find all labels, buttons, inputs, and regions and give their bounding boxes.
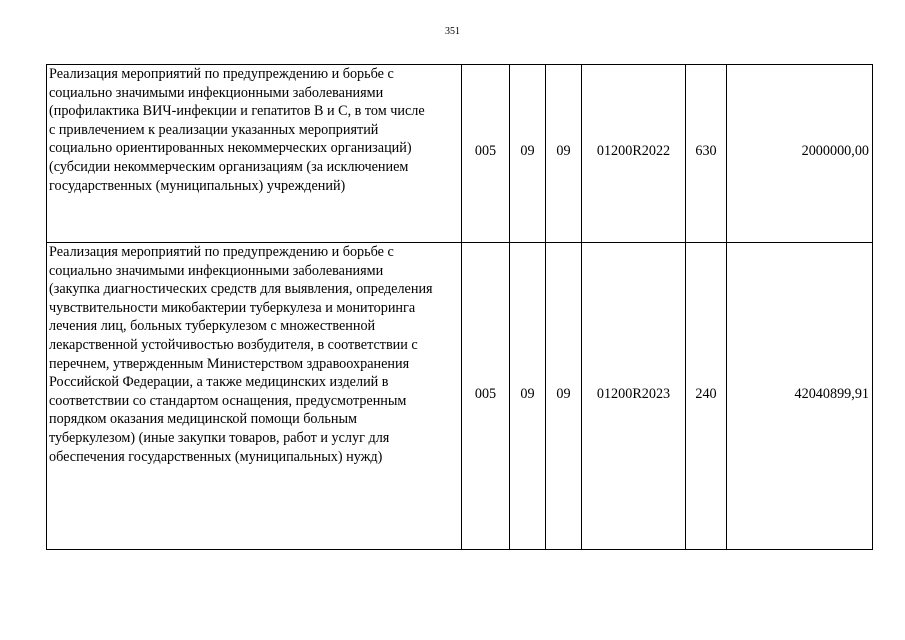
target-article-code: 01200R2022 <box>596 143 671 160</box>
description-line: порядком оказания медицинской помощи больным <box>49 411 357 428</box>
amount-value: 2000000,00 <box>801 143 869 160</box>
section-code: 09 <box>520 385 535 402</box>
description-line: лечения лиц, больных туберкулезом с множественной <box>49 318 376 335</box>
expense-type-code: 240 <box>695 385 717 402</box>
description-line: с привлечением к реализации указанных мероприятий <box>49 121 379 138</box>
table-row <box>47 65 873 243</box>
description-line: Реализация мероприятий по предупреждению и борьбе с <box>49 66 394 82</box>
amount-cell <box>727 65 873 243</box>
subsection-code: 09 <box>556 385 571 402</box>
ministry-code-cell <box>462 65 510 243</box>
page-number: 351 <box>445 26 460 37</box>
budget-table <box>46 64 873 550</box>
target-article-cell <box>582 65 686 243</box>
expense-type-cell <box>686 243 727 550</box>
table-row <box>47 243 873 550</box>
description-line: государственных (муниципальных) учреждений) <box>49 177 346 194</box>
description-line: (профилактика ВИЧ-инфекции и гепатитов В и С, в том числе <box>49 103 425 120</box>
target-article-cell <box>582 243 686 550</box>
ministry-code: 005 <box>474 143 497 160</box>
description-line: обеспечения государственных (муниципальных) нужд) <box>49 448 383 465</box>
subsection-code: 09 <box>556 143 571 160</box>
description-line: социально значимыми инфекционными заболеваниями <box>49 262 384 279</box>
description-line: Российской Федерации, а также медицинских изделий в <box>49 374 389 391</box>
description-line: социально ориентированных некоммерческих организаций) <box>49 140 412 157</box>
section-code: 09 <box>520 143 535 160</box>
description-cell <box>47 65 462 243</box>
description-line: социально значимыми инфекционными заболеваниями <box>49 84 384 101</box>
description-line: туберкулезом) (иные закупки товаров, работ и услуг для <box>49 429 390 446</box>
amount-cell <box>727 243 873 550</box>
subsection-code-cell <box>546 243 582 550</box>
expense-type-cell <box>686 65 727 243</box>
target-article-code: 01200R2023 <box>596 385 671 402</box>
ministry-code-cell <box>462 243 510 550</box>
subsection-code-cell <box>546 65 582 243</box>
ministry-code: 005 <box>474 385 497 402</box>
description-line: лекарственной устойчивостью возбудителя, в соответствии с <box>49 336 418 353</box>
description-cell <box>47 243 462 550</box>
description-line: перечнем, утвержденным Министерством здравоохранения <box>49 355 410 372</box>
section-code-cell <box>510 65 546 243</box>
description-line: (закупка диагностических средств для выявления, определения <box>49 281 433 298</box>
description-line: Реализация мероприятий по предупреждению и борьбе с <box>49 244 394 260</box>
amount-value: 42040899,91 <box>794 385 869 402</box>
description-line: соответствии со стандартом оснащения, предусмотренным <box>49 392 407 409</box>
expense-type-code: 630 <box>695 143 717 160</box>
description-line: (субсидии некоммерческим организациям (за исключением <box>49 158 409 175</box>
section-code-cell <box>510 243 546 550</box>
description-line: чувствительности микобактерии туберкулеза и мониторинга <box>49 299 416 316</box>
